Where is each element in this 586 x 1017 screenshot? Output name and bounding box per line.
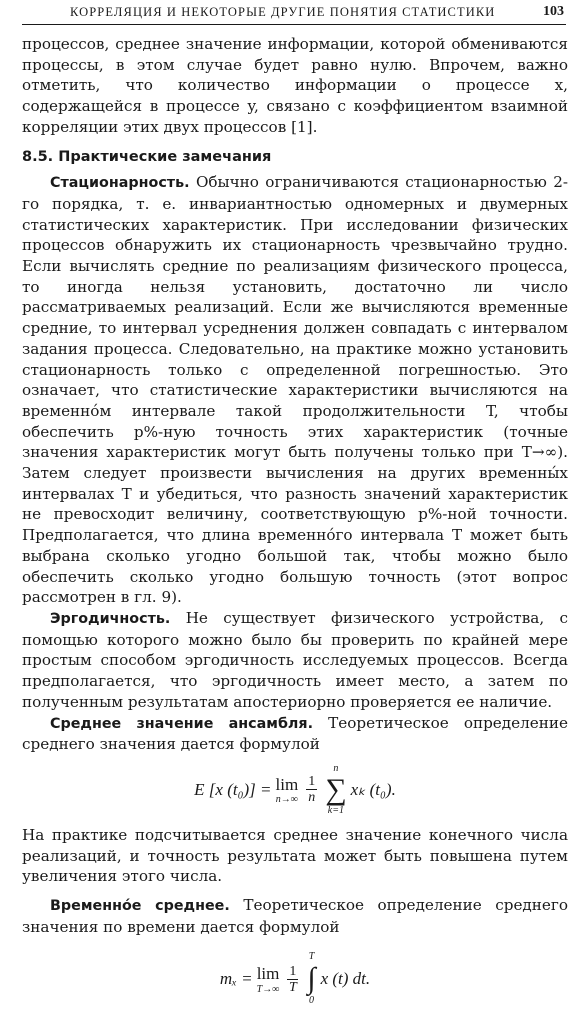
formula1-limit	[276, 775, 299, 806]
running-header	[22, 2, 566, 25]
paragraph-stationarity	[22, 172, 568, 608]
integral-symbol: ∫	[307, 962, 316, 996]
formula1-frac-den: n	[308, 790, 316, 806]
term-ensemble-mean: Среднее значение ансамбля.	[50, 715, 314, 732]
formula2-integrand: x (t) dt.	[320, 969, 371, 989]
paragraph-ensemble-mean	[22, 713, 568, 755]
term-stationarity: Стационарность.	[50, 175, 190, 192]
text-time-average: Теоретическое определение среднего значения по времени дается формулой	[22, 896, 568, 936]
formula2-frac-num: 1	[289, 963, 297, 979]
formula1-lim: lim	[275, 774, 299, 794]
formula1-sum-bottom: k=1	[327, 804, 344, 816]
formula1-lim-sub: n→∞	[275, 794, 298, 806]
formula2-lhs: mₓ =	[219, 969, 253, 989]
formula2-int-top: T	[308, 951, 315, 963]
formula1-sum-top: n	[333, 762, 339, 774]
formula2-lim: lim	[256, 964, 280, 984]
formula-ensemble-mean	[22, 755, 568, 825]
formula1-frac-num: 1	[308, 774, 316, 790]
sigma-symbol: ∑	[325, 772, 347, 806]
formula1-sum	[325, 763, 346, 817]
formula2-frac-den: T	[288, 979, 297, 995]
paragraph-ergodicity	[22, 608, 568, 713]
formula2-lim-sub: T→∞	[256, 983, 280, 995]
formula1-lhs: E [x (t₀)] =	[194, 779, 272, 799]
text-stationarity: Обычно ограничиваются стационарностью 2-го порядка, т. е. инвариантностью одномерных и двумерных статистических характеристик. При исследовании физических процессов обнаружить их стационарность чрезвычайно трудно. Если вычислять средние по реализациям физического процесса, то иногда нельзя установить, достаточно ли число рассматриваемых реализаций. Если же вычисляются временные средние, то интервал усреднения должен совпадать с интервалом задания процесса. Следовательно, на практике можно установить стационарность только с определенной погрешностью. Это означает, что статистические характеристики вычисляются на временно́м интервале такой продолжительности T, чтобы обеспечить p%-ную точность этих характеристик (точные значения характеристик могут быть получены только при T→∞). Затем следует произвести вычисления на других временны́х интервалах T и убедиться, что разность значений характеристик не превосходит величину, соответствующую p%-ной точности. Предполагается, что длина временно́го интервала T может быть выбрана сколько угодно большой так, чтобы можно было обеспечить сколько угодно большую точность (этот вопрос рассмотрен в гл. 9).	[22, 173, 568, 607]
paragraph-after-formula1: На практике подсчитывается среднее значение конечного числа реализаций, и точность результата может быть повышена путем увеличения этого числа.	[22, 825, 568, 886]
formula2-fraction	[287, 964, 298, 995]
page-body	[22, 34, 568, 1017]
term-time-average: Временно́е среднее.	[50, 898, 230, 915]
text-ensemble-mean: Теоретическое определение среднего значения дается формулой	[22, 713, 569, 754]
formula-time-average	[22, 941, 568, 1017]
running-title: КОРРЕЛЯЦИЯ И НЕКОТОРЫЕ ДРУГИЕ ПОНЯТИЯ СТАТИСТИКИ	[70, 5, 496, 19]
page-number: 103	[543, 4, 564, 19]
section-title: 8.5. Практические замечания	[22, 148, 272, 165]
formula2-limit	[257, 964, 280, 995]
formula2-integral	[307, 951, 315, 1007]
paragraph-time-average	[22, 895, 568, 937]
formula2-int-bottom: 0	[308, 995, 314, 1007]
intro-paragraph: процессов, среднее значение информации, которой обмениваются процессы, в этом случае будет равно нулю. Впрочем, важно отметить, что количество информации о процессе x, содержащейся в процессе y, связано с коэффициентом взаимной корреляции этих двух процессов [1].	[22, 35, 568, 136]
term-ergodicity: Эргодичность.	[50, 610, 171, 627]
formula1-term: xₖ (t₀).	[350, 779, 396, 799]
text-ergodicity: Не существует физического устройства, с помощью которого можно было бы проверить по крайней мере простым способом эргодичность исследуемых процессов. Всегда предполагается, что эргодичность имеет место, а затем по полученным результатам апостериорно проверяется ее наличие.	[22, 608, 568, 711]
formula1-fraction	[306, 774, 317, 805]
